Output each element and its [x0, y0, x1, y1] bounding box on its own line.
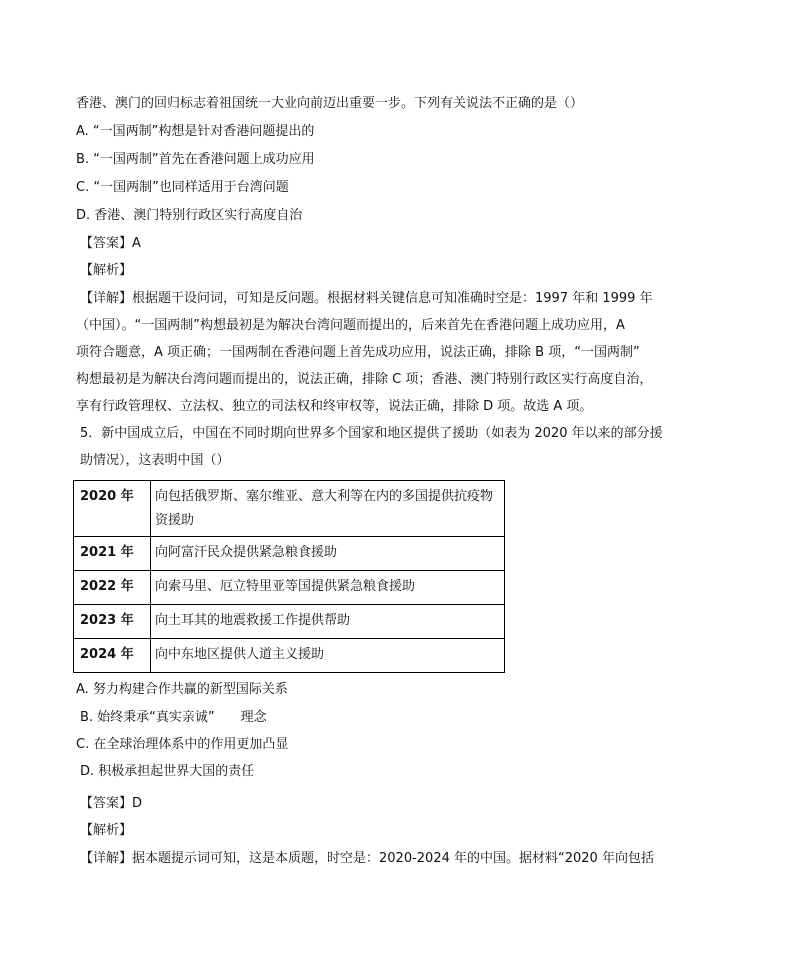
q4-option-d: D. 香港、澳门特别行政区实行高度自治: [76, 208, 303, 223]
q4-detail-line: 享有行政管理权、立法权、独立的司法权和终审权等，说法正确，排除 D 项。故选 A 项。: [76, 399, 593, 414]
q4-option-c: C. “一国两制”也同样适用于台湾问题: [76, 180, 289, 195]
q4-option-b: B. “一国两制”首先在香港问题上成功应用: [76, 152, 315, 167]
aid-table: [73, 480, 505, 673]
q5-analysis-heading: 【解析】: [80, 823, 133, 838]
table-row: [74, 481, 505, 537]
q4-analysis-heading: 【解析】: [80, 263, 133, 278]
q5-option-c: C. 在全球治理体系中的作用更加凸显: [76, 737, 289, 752]
q5-option-a: A. 努力构建合作共赢的新型国际关系: [76, 682, 288, 697]
year-cell: 2021 年: [74, 537, 151, 571]
year-cell: 2020 年: [74, 481, 151, 537]
table-row: [74, 605, 505, 639]
content-cell: 向土耳其的地震救援工作提供帮助: [151, 605, 505, 639]
q4-detail-line: 【详解】根据题干设问词，可知是反问题。根据材料关键信息可知准确时空是：1997 年和 1999 年: [80, 291, 653, 306]
content-cell: 向阿富汗民众提供紧急粮食援助: [151, 537, 505, 571]
year-cell: 2024 年: [74, 639, 151, 673]
q4-detail-line: 项符合题意，A 项正确；一国两制在香港问题上首先成功应用，说法正确，排除 B 项，“一国两制”: [76, 345, 640, 360]
q5-stem-line: 5．新中国成立后，中国在不同时期向世界多个国家和地区提供了援助（如表为 2020 年以来的部分援: [80, 426, 663, 441]
q5-stem-line: 助情况），这表明中国（）: [80, 453, 230, 468]
q5-answer: 【答案】D: [80, 796, 143, 811]
q5-option-b: B. 始终秉承“真实亲诚” 理念: [80, 710, 267, 725]
content-cell: 向包括俄罗斯、塞尔维亚、意大利等在内的多国提供抗疫物资援助: [151, 481, 505, 537]
year-cell: 2022 年: [74, 571, 151, 605]
q4-stem: 香港、澳门的回归标志着祖国统一大业向前迈出重要一步。下列有关说法不正确的是（）: [76, 96, 584, 111]
q4-detail-line: （中国）。“一国两制”构想最初是为解决台湾问题而提出的，后来首先在香港问题上成功应用，A: [76, 318, 625, 333]
q4-option-a: A. “一国两制”构想是针对香港问题提出的: [76, 124, 315, 139]
q5-detail-line: 【详解】据本题提示词可知，这是本质题，时空是：2020-2024 年的中国。据材料“2020 年向包括: [80, 851, 654, 866]
q4-detail-line: 构想最初是为解决台湾问题而提出的，说法正确，排除 C 项；香港、澳门特别行政区实行高度自治，: [76, 372, 653, 387]
content-cell: 向中东地区提供人道主义援助: [151, 639, 505, 673]
table-row: [74, 537, 505, 571]
table-row: [74, 639, 505, 673]
q5-option-d: D. 积极承担起世界大国的责任: [80, 764, 255, 779]
q4-answer: 【答案】A: [80, 236, 141, 251]
year-cell: 2023 年: [74, 605, 151, 639]
table-row: [74, 571, 505, 605]
content-cell: 向索马里、厄立特里亚等国提供紧急粮食援助: [151, 571, 505, 605]
